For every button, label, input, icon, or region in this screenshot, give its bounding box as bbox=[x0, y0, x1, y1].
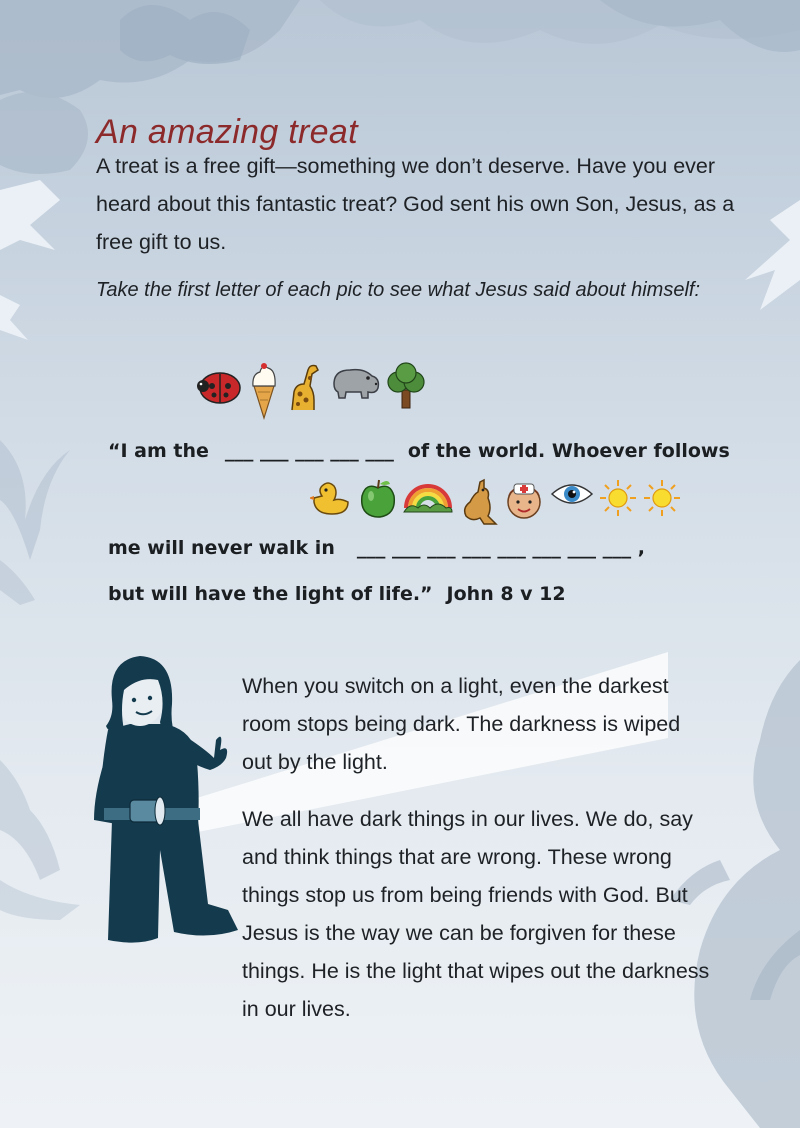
light-paragraph: When you switch on a light, even the darkest room stops being dark. The darkness is wiped out by the light. bbox=[242, 674, 681, 774]
puzzle-line-3 bbox=[108, 583, 566, 605]
sun-icon bbox=[642, 478, 682, 518]
tree-icon bbox=[386, 362, 426, 410]
puzzle-line-1 bbox=[108, 440, 730, 462]
apple-icon bbox=[358, 478, 398, 520]
puzzle-line-2 bbox=[108, 537, 645, 559]
eye-icon bbox=[550, 478, 594, 510]
puzzle-line-3-text: but will have the light of life.” bbox=[108, 583, 433, 605]
picture-clues-row-1 bbox=[194, 362, 426, 420]
page-title: An amazing treat bbox=[96, 112, 358, 151]
nurse-icon bbox=[502, 478, 546, 522]
duck-icon bbox=[310, 478, 354, 518]
hippo-icon bbox=[328, 362, 382, 402]
sun-icon bbox=[598, 478, 638, 518]
puzzle-line-1-start: “I am the bbox=[108, 440, 209, 462]
puzzle-line-1-end: of the world. Whoever follows bbox=[407, 440, 730, 462]
ice-cream-icon bbox=[248, 362, 280, 420]
rainbow-icon bbox=[402, 478, 454, 514]
giraffe-icon bbox=[284, 362, 324, 412]
kangaroo-icon bbox=[458, 478, 498, 526]
darkness-paragraph: We all have dark things in our lives. We do, say and think things that are wrong. These wrong things stop us from being friends with God. But Jesus is the way we can be forgiven for these things. He is the light that wipes out the darkness in our lives. bbox=[242, 807, 710, 1021]
bible-reference: John 8 v 12 bbox=[446, 583, 566, 605]
intro-paragraph: A treat is a free gift—something we don’t deserve. Have you ever heard about this fantastic treat? God sent his own Son, Jesus, as a free gift to us. bbox=[96, 154, 735, 254]
picture-clues-row-2 bbox=[310, 478, 682, 526]
puzzle-instruction: Take the first letter of each pic to see what Jesus said about himself: bbox=[96, 279, 701, 301]
answer-blanks-1[interactable]: ___ ___ ___ ___ ___ bbox=[224, 440, 394, 462]
ladybird-icon bbox=[194, 362, 244, 408]
puzzle-line-2-start: me will never walk in bbox=[108, 537, 335, 559]
answer-blanks-2[interactable]: ___ ___ ___ ___ ___ ___ ___ ___ , bbox=[356, 537, 645, 559]
